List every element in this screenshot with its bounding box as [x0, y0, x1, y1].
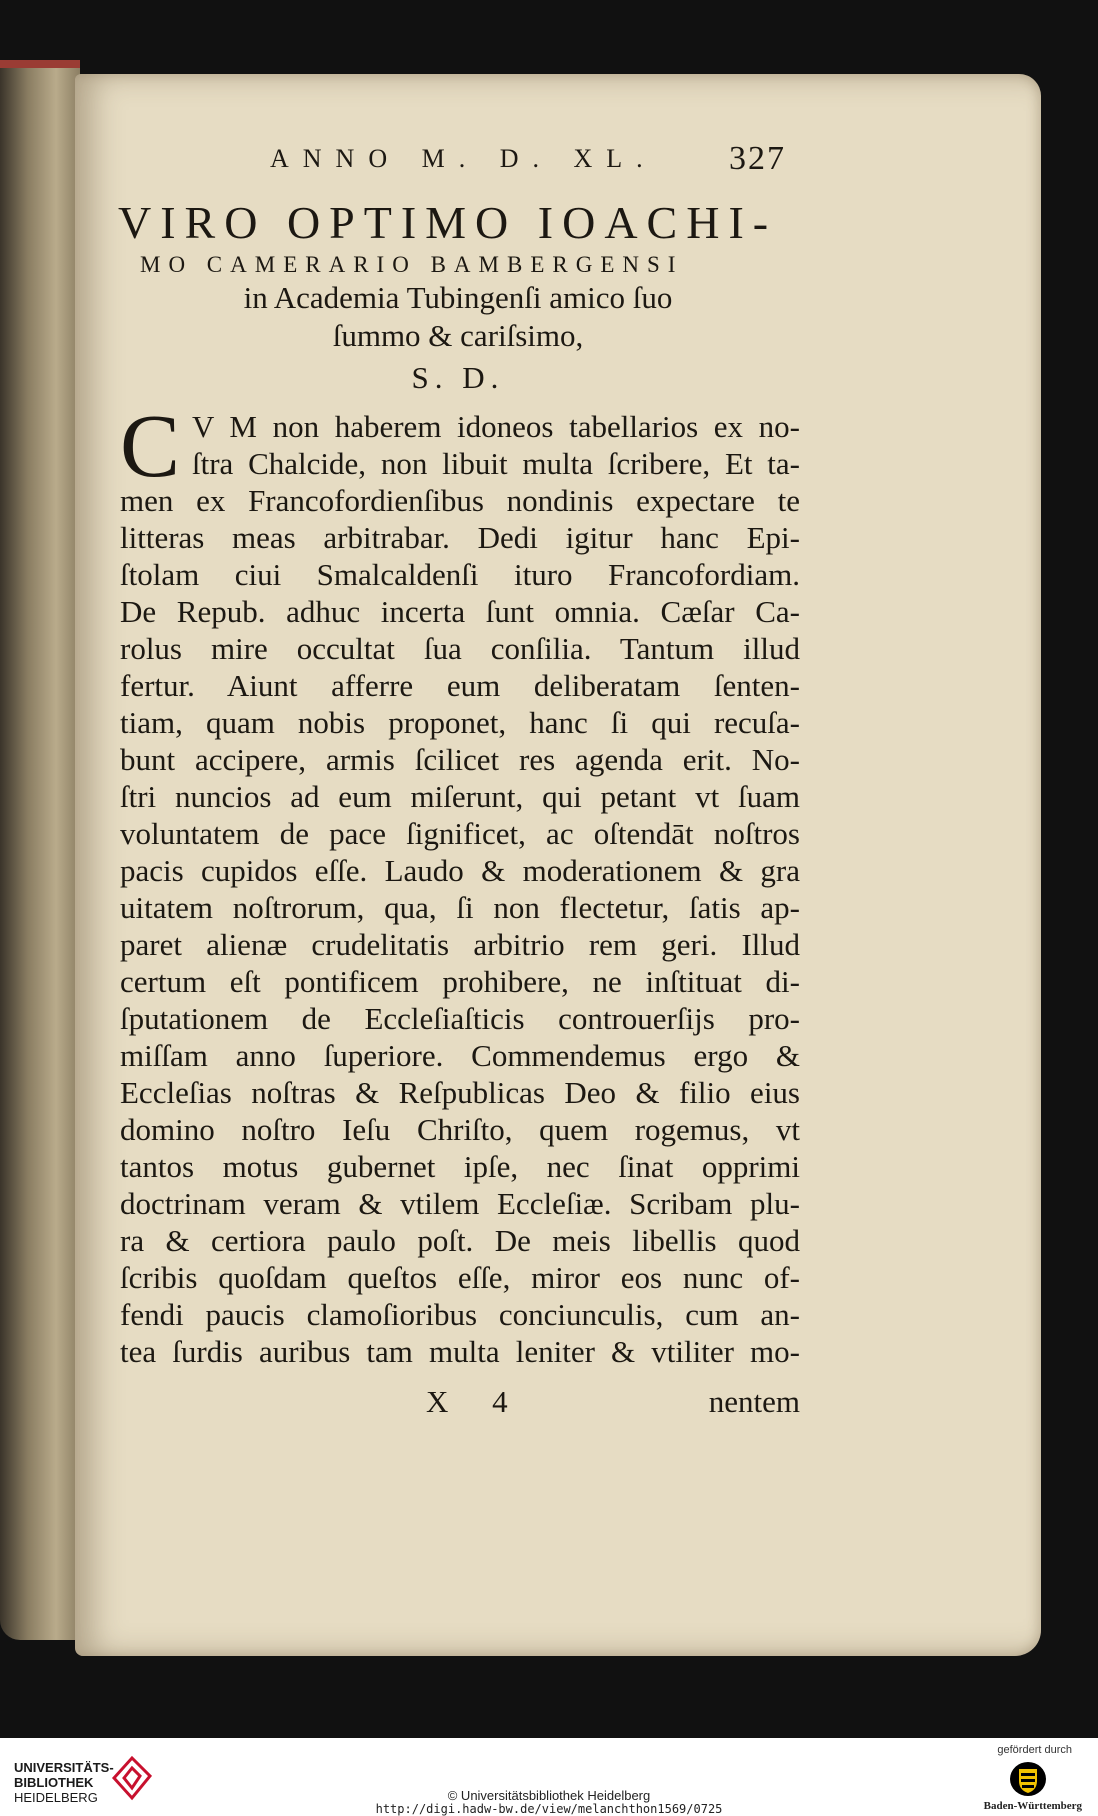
- body-line: tiam, quam nobis proponet, hanc ſi qui recuſa-: [120, 705, 800, 740]
- library-name-line-1: UNIVERSITÄTS-: [14, 1760, 114, 1775]
- funder-name: Baden-Württemberg: [983, 1800, 1082, 1812]
- body-line: ſtri nuncios ad eum miſerunt, qui petant vt ſuam: [120, 779, 800, 814]
- copyright-notice: © Universitätsbibliothek Heidelberg: [447, 1788, 651, 1803]
- body-line: tantos motus gubernet ipſe, nec ſinat opprimi: [120, 1149, 800, 1184]
- body-line: fertur. Aiunt afferre eum deliberatam ſenten-: [120, 668, 800, 703]
- catchword: nentem: [708, 1384, 800, 1419]
- title-line-4: ſummo & cariſsimo,: [332, 318, 584, 353]
- left-page-edge: [0, 60, 80, 1640]
- funder-block: [972, 1744, 1082, 1814]
- salutation: S. D.: [411, 360, 505, 395]
- body-line: ſcribis quoſdam queſtos eſſe, miror eos nunc of-: [120, 1260, 800, 1295]
- body-text: [120, 397, 800, 1370]
- body-line: Eccleſias noſtras & Reſpublicas Deo & filio eius: [120, 1075, 800, 1110]
- body-line: tea ſurdis auribus tam multa leniter & vtiliter mo-: [120, 1334, 800, 1369]
- body-line: De Repub. adhuc incerta ſunt omnia. Cæſar Ca-: [120, 594, 800, 629]
- body-line: miſſam anno ſuperiore. Commendemus ergo &: [120, 1038, 800, 1073]
- page-number: 327: [729, 140, 786, 177]
- title-line-1: VIRO OPTIMO IOACHI-: [118, 197, 778, 248]
- title-line-2: MO CAMERARIO BAMBERGENSI: [140, 252, 684, 277]
- viewer-footer: [0, 1738, 1098, 1816]
- body-line: ra & certiora paulo poſt. De meis libellis quod: [120, 1223, 800, 1258]
- body-line: litteras meas arbitrabar. Dedi igitur hanc Epi-: [120, 520, 800, 555]
- body-line: men ex Francofordienſibus nondinis expectare te: [120, 483, 800, 518]
- body-line: rolus mire occultat ſua conſilia. Tantum illud: [120, 631, 800, 666]
- signature-mark: X 4: [426, 1384, 526, 1419]
- library-name-line-2: BIBLIOTHEK: [14, 1775, 94, 1790]
- body-line: bunt accipere, armis ſcilicet res agenda erit. No-: [120, 742, 800, 777]
- funded-by-label: gefördert durch: [997, 1744, 1072, 1756]
- library-name-line-3: HEIDELBERG: [14, 1790, 98, 1805]
- body-line: uitatem noſtrorum, qua, ſi non flectetur, ſatis ap-: [120, 890, 800, 925]
- running-head: [270, 140, 790, 188]
- body-line: domino noſtro Ieſu Chriſto, quem rogemus, vt: [120, 1112, 800, 1147]
- body-line: fendi paucis clamoſioribus conciunculis, cum an-: [120, 1297, 800, 1332]
- body-line: ſtolam ciui Smalcaldenſi ituro Francofordiam.: [120, 557, 800, 592]
- title-line-3: in Academia Tubingenſi amico ſuo: [243, 280, 673, 315]
- body-line: ſtra Chalcide, non libuit multa ſcribere, Et ta-: [192, 446, 800, 481]
- body-line: V M non haberem idoneos tabellarios ex no-: [192, 409, 800, 444]
- body-line: paret alienæ crudelitatis arbitrio rem geri. Illud: [120, 927, 800, 962]
- drop-initial: C: [120, 397, 181, 496]
- red-page-edge: [0, 60, 80, 68]
- body-line: doctrinam veram & vtilem Eccleſiæ. Scribam plu-: [120, 1186, 800, 1221]
- running-head-text: ANNO M. D. XL.: [270, 144, 657, 173]
- coat-of-arms-icon: [1008, 1760, 1048, 1798]
- permalink-url: http://digi.hadw-bw.de/view/melanchthon1569/0725: [375, 1802, 723, 1816]
- body-line: voluntatem de pace ſignificet, ac oſtendāt noſtros: [120, 816, 800, 851]
- body-line: pacis cupidos eſſe. Laudo & moderationem & gra: [120, 853, 800, 888]
- page-foot: [120, 1384, 800, 1424]
- body-line: ſputationem de Eccleſiaſticis controuerſijs pro-: [120, 1001, 800, 1036]
- body-line: certum eſt pontificem prohibere, ne inſtituat di-: [120, 964, 800, 999]
